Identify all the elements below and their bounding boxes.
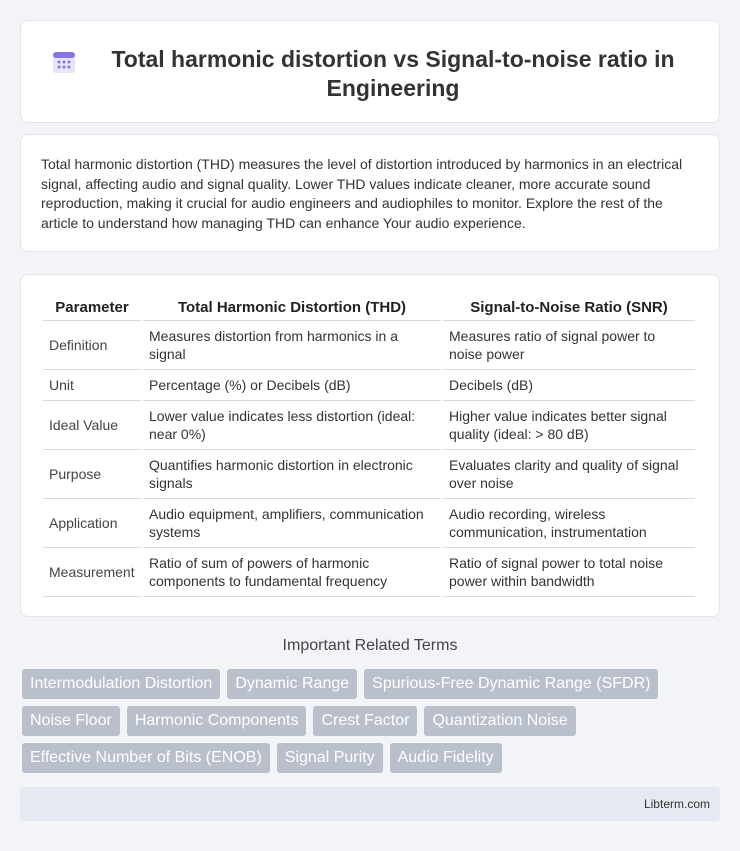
tag-quantization-noise[interactable]: Quantization Noise	[424, 706, 575, 736]
tag-row	[22, 706, 722, 736]
table-row	[43, 401, 695, 450]
table-row	[43, 499, 695, 548]
row-parameter: Definition	[43, 321, 141, 370]
calendar-icon	[51, 49, 77, 75]
row-snr-value: Measures ratio of signal power to noise power	[443, 321, 695, 370]
tag-audio-fidelity[interactable]: Audio Fidelity	[390, 743, 502, 773]
tag-intermodulation-distortion[interactable]: Intermodulation Distortion	[22, 669, 220, 699]
row-thd-value: Ratio of sum of powers of harmonic components to fundamental frequency	[143, 548, 441, 597]
table-row	[43, 370, 695, 401]
comparison-table	[41, 295, 697, 597]
row-parameter: Ideal Value	[43, 401, 141, 450]
tag-row	[22, 743, 722, 773]
title-card	[20, 20, 720, 123]
page-title: Total harmonic distortion vs Signal-to-noise ratio in Engineering	[111, 46, 675, 101]
row-parameter: Measurement	[43, 548, 141, 597]
tag-noise-floor[interactable]: Noise Floor	[22, 706, 120, 736]
related-terms-heading: Important Related Terms	[282, 637, 458, 654]
tag-row	[22, 669, 722, 699]
row-snr-value: Audio recording, wireless communication, instrumentation	[443, 499, 695, 548]
row-parameter: Application	[43, 499, 141, 548]
row-snr-value: Evaluates clarity and quality of signal over noise	[443, 450, 695, 499]
row-thd-value: Measures distortion from harmonics in a signal	[143, 321, 441, 370]
footer	[20, 787, 720, 821]
footer-site-link[interactable]: Libterm.com	[643, 797, 710, 811]
table-row	[43, 321, 695, 370]
table-header-row	[43, 295, 695, 321]
header-thd: Total Harmonic Distortion (THD)	[143, 295, 441, 321]
table-row	[43, 548, 695, 597]
comparison-card	[20, 274, 720, 617]
tag-sfdr[interactable]: Spurious-Free Dynamic Range (SFDR)	[364, 669, 658, 699]
row-parameter: Unit	[43, 370, 141, 401]
header-snr: Signal-to-Noise Ratio (SNR)	[443, 295, 695, 321]
intro-paragraph: Total harmonic distortion (THD) measures the level of distortion introduced by harmonics in an electrical signal, affecting audio and signal quality. Lower THD values indicate cleaner, more accurate sound reproduction, making it crucial for audio engineers and audiophiles to monitor. Explore the rest of the article to understand how managing THD can enhance Your audio experience.	[41, 156, 683, 231]
row-thd-value: Lower value indicates less distortion (ideal: near 0%)	[143, 401, 441, 450]
row-snr-value: Ratio of signal power to total noise power within bandwidth	[443, 548, 695, 597]
row-thd-value: Quantifies harmonic distortion in electronic signals	[143, 450, 441, 499]
tag-crest-factor[interactable]: Crest Factor	[313, 706, 417, 736]
row-thd-value: Audio equipment, amplifiers, communication systems	[143, 499, 441, 548]
header-parameter: Parameter	[43, 295, 141, 321]
row-snr-value: Higher value indicates better signal quality (ideal: > 80 dB)	[443, 401, 695, 450]
tag-harmonic-components[interactable]: Harmonic Components	[127, 706, 307, 736]
row-thd-value: Percentage (%) or Decibels (dB)	[143, 370, 441, 401]
row-parameter: Purpose	[43, 450, 141, 499]
table-row	[43, 450, 695, 499]
tag-enob[interactable]: Effective Number of Bits (ENOB)	[22, 743, 270, 773]
tag-dynamic-range[interactable]: Dynamic Range	[227, 669, 357, 699]
related-terms-list	[22, 669, 722, 780]
intro-card	[20, 134, 720, 252]
tag-signal-purity[interactable]: Signal Purity	[277, 743, 383, 773]
row-snr-value: Decibels (dB)	[443, 370, 695, 401]
